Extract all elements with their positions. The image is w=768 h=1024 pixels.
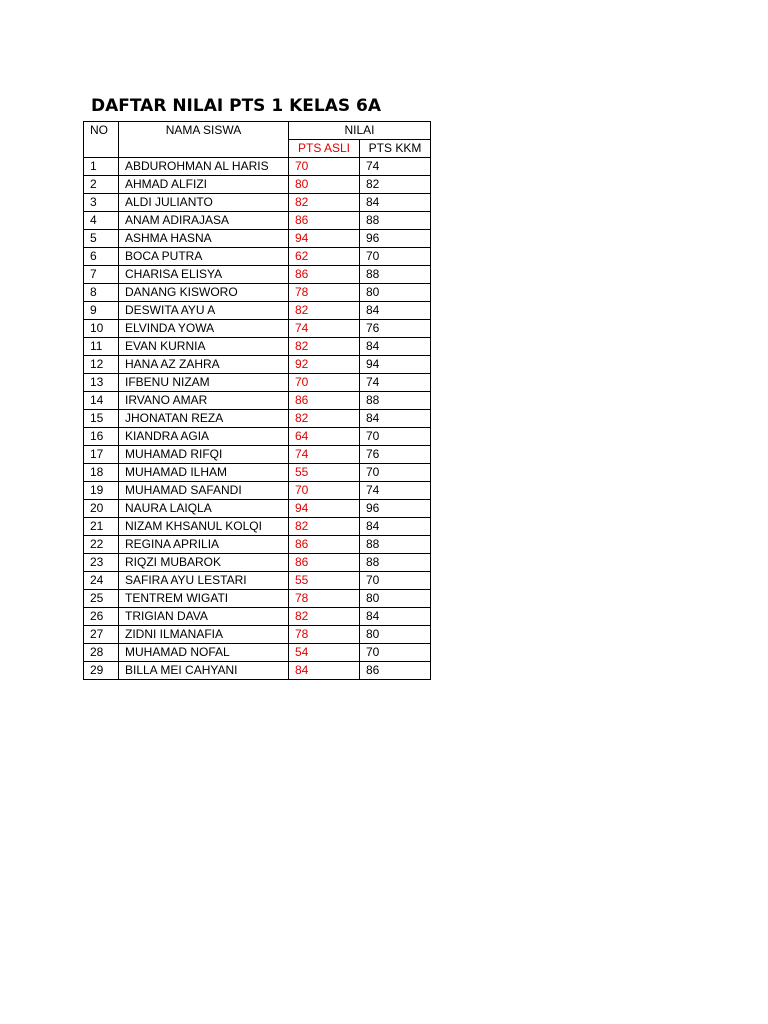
cell-no: 2: [84, 176, 119, 194]
cell-pts-kkm: 82: [360, 176, 431, 194]
page-title: DAFTAR NILAI PTS 1 KELAS 6A: [91, 96, 381, 116]
cell-pts-kkm: 84: [360, 194, 431, 212]
cell-name: BOCA PUTRA: [119, 248, 289, 266]
cell-pts-asli: 92: [289, 356, 360, 374]
table-row: [84, 302, 431, 320]
cell-pts-kkm: 88: [360, 266, 431, 284]
table-row: [84, 446, 431, 464]
cell-pts-kkm: 70: [360, 464, 431, 482]
table-row: [84, 572, 431, 590]
cell-pts-asli: 78: [289, 626, 360, 644]
cell-no: 27: [84, 626, 119, 644]
cell-no: 25: [84, 590, 119, 608]
cell-name: BILLA MEI CAHYANI: [119, 662, 289, 680]
cell-name: DANANG KISWORO: [119, 284, 289, 302]
cell-pts-kkm: 80: [360, 626, 431, 644]
cell-no: 12: [84, 356, 119, 374]
table-body: [84, 158, 431, 680]
cell-pts-asli: 64: [289, 428, 360, 446]
cell-name: NIZAM KHSANUL KOLQI: [119, 518, 289, 536]
cell-pts-kkm: 88: [360, 212, 431, 230]
cell-pts-kkm: 84: [360, 518, 431, 536]
table-row: [84, 194, 431, 212]
cell-no: 15: [84, 410, 119, 428]
table-row: [84, 410, 431, 428]
cell-pts-asli: 84: [289, 662, 360, 680]
cell-no: 26: [84, 608, 119, 626]
header-row: [84, 122, 431, 140]
cell-name: AHMAD ALFIZI: [119, 176, 289, 194]
cell-name: REGINA APRILIA: [119, 536, 289, 554]
table-row: [84, 320, 431, 338]
cell-name: ANAM ADIRAJASA: [119, 212, 289, 230]
cell-pts-asli: 82: [289, 608, 360, 626]
cell-name: HANA AZ ZAHRA: [119, 356, 289, 374]
cell-pts-asli: 74: [289, 320, 360, 338]
cell-pts-kkm: 80: [360, 284, 431, 302]
header-pts-kkm: PTS KKM: [360, 140, 431, 158]
table-row: [84, 608, 431, 626]
cell-no: 29: [84, 662, 119, 680]
cell-no: 14: [84, 392, 119, 410]
cell-pts-kkm: 70: [360, 428, 431, 446]
table-row: [84, 464, 431, 482]
cell-pts-kkm: 88: [360, 536, 431, 554]
cell-pts-kkm: 86: [360, 662, 431, 680]
cell-pts-asli: 86: [289, 212, 360, 230]
table-row: [84, 392, 431, 410]
cell-pts-asli: 86: [289, 554, 360, 572]
cell-pts-asli: 54: [289, 644, 360, 662]
cell-name: ALDI JULIANTO: [119, 194, 289, 212]
cell-pts-asli: 74: [289, 446, 360, 464]
cell-pts-asli: 94: [289, 230, 360, 248]
cell-pts-kkm: 70: [360, 572, 431, 590]
table-row: [84, 374, 431, 392]
table-row: [84, 626, 431, 644]
table-row: [84, 428, 431, 446]
cell-no: 7: [84, 266, 119, 284]
cell-name: ZIDNI ILMANAFIA: [119, 626, 289, 644]
cell-pts-asli: 86: [289, 392, 360, 410]
header-pts-asli: PTS ASLI: [289, 140, 360, 158]
cell-pts-kkm: 84: [360, 302, 431, 320]
cell-pts-kkm: 88: [360, 392, 431, 410]
table-row: [84, 284, 431, 302]
cell-name: MUHAMAD ILHAM: [119, 464, 289, 482]
cell-pts-kkm: 96: [360, 500, 431, 518]
header-name: NAMA SISWA: [119, 122, 289, 158]
cell-pts-kkm: 74: [360, 482, 431, 500]
header-no: NO: [84, 122, 119, 158]
cell-pts-asli: 82: [289, 338, 360, 356]
cell-pts-kkm: 70: [360, 644, 431, 662]
cell-no: 28: [84, 644, 119, 662]
cell-pts-asli: 70: [289, 374, 360, 392]
cell-no: 17: [84, 446, 119, 464]
cell-name: TRIGIAN DAVA: [119, 608, 289, 626]
cell-pts-asli: 78: [289, 590, 360, 608]
cell-name: ELVINDA YOWA: [119, 320, 289, 338]
cell-pts-kkm: 94: [360, 356, 431, 374]
table-row: [84, 338, 431, 356]
cell-pts-kkm: 88: [360, 554, 431, 572]
cell-no: 22: [84, 536, 119, 554]
cell-pts-asli: 55: [289, 572, 360, 590]
cell-name: EVAN KURNIA: [119, 338, 289, 356]
cell-pts-kkm: 74: [360, 158, 431, 176]
cell-no: 21: [84, 518, 119, 536]
cell-no: 24: [84, 572, 119, 590]
cell-pts-kkm: 76: [360, 320, 431, 338]
table-row: [84, 266, 431, 284]
cell-name: SAFIRA AYU LESTARI: [119, 572, 289, 590]
cell-name: ABDUROHMAN AL HARIS: [119, 158, 289, 176]
cell-pts-kkm: 84: [360, 338, 431, 356]
cell-pts-kkm: 74: [360, 374, 431, 392]
table-row: [84, 158, 431, 176]
table-row: [84, 176, 431, 194]
cell-no: 1: [84, 158, 119, 176]
cell-pts-kkm: 80: [360, 590, 431, 608]
cell-no: 4: [84, 212, 119, 230]
cell-pts-asli: 82: [289, 518, 360, 536]
cell-no: 19: [84, 482, 119, 500]
cell-pts-asli: 78: [289, 284, 360, 302]
cell-pts-asli: 82: [289, 410, 360, 428]
cell-no: 18: [84, 464, 119, 482]
cell-pts-kkm: 84: [360, 608, 431, 626]
cell-name: MUHAMAD RIFQI: [119, 446, 289, 464]
cell-no: 10: [84, 320, 119, 338]
header-nilai: NILAI: [289, 122, 431, 140]
cell-pts-asli: 70: [289, 482, 360, 500]
cell-name: MUHAMAD SAFANDI: [119, 482, 289, 500]
cell-pts-kkm: 70: [360, 248, 431, 266]
cell-no: 20: [84, 500, 119, 518]
cell-pts-asli: 82: [289, 194, 360, 212]
cell-name: IFBENU NIZAM: [119, 374, 289, 392]
cell-name: MUHAMAD NOFAL: [119, 644, 289, 662]
table-row: [84, 644, 431, 662]
cell-name: JHONATAN REZA: [119, 410, 289, 428]
cell-no: 3: [84, 194, 119, 212]
cell-pts-asli: 86: [289, 266, 360, 284]
cell-no: 6: [84, 248, 119, 266]
cell-pts-asli: 80: [289, 176, 360, 194]
cell-name: CHARISA ELISYA: [119, 266, 289, 284]
table-row: [84, 482, 431, 500]
table-row: [84, 554, 431, 572]
cell-pts-asli: 94: [289, 500, 360, 518]
table-row: [84, 518, 431, 536]
cell-pts-asli: 70: [289, 158, 360, 176]
cell-pts-asli: 55: [289, 464, 360, 482]
cell-no: 9: [84, 302, 119, 320]
cell-name: IRVANO AMAR: [119, 392, 289, 410]
cell-no: 8: [84, 284, 119, 302]
table-row: [84, 212, 431, 230]
cell-pts-kkm: 76: [360, 446, 431, 464]
cell-pts-asli: 86: [289, 536, 360, 554]
cell-name: TENTREM WIGATI: [119, 590, 289, 608]
cell-no: 16: [84, 428, 119, 446]
grade-table: [83, 121, 431, 680]
cell-no: 11: [84, 338, 119, 356]
table-row: [84, 356, 431, 374]
table-row: [84, 248, 431, 266]
cell-no: 23: [84, 554, 119, 572]
cell-pts-kkm: 84: [360, 410, 431, 428]
cell-name: NAURA LAIQLA: [119, 500, 289, 518]
cell-name: DESWITA AYU A: [119, 302, 289, 320]
cell-name: RIQZI MUBAROK: [119, 554, 289, 572]
table-row: [84, 590, 431, 608]
cell-name: ASHMA HASNA: [119, 230, 289, 248]
cell-pts-kkm: 96: [360, 230, 431, 248]
cell-name: KIANDRA AGIA: [119, 428, 289, 446]
table-row: [84, 500, 431, 518]
table-row: [84, 230, 431, 248]
cell-pts-asli: 82: [289, 302, 360, 320]
table-row: [84, 536, 431, 554]
table-row: [84, 662, 431, 680]
cell-no: 13: [84, 374, 119, 392]
cell-no: 5: [84, 230, 119, 248]
cell-pts-asli: 62: [289, 248, 360, 266]
